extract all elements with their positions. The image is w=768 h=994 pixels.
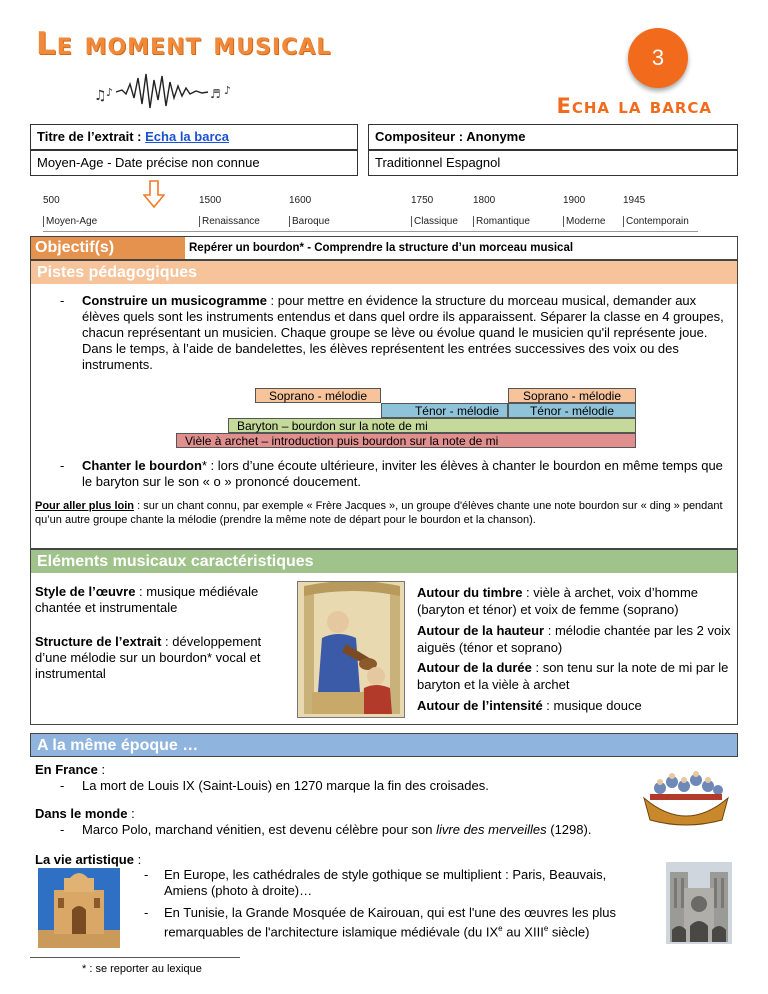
epoque-monde-text	[82, 822, 642, 838]
element-text: : développement d’une mélodie sur un bourdon* vocal et instrumental	[35, 634, 262, 681]
further-activity-text: : sur un chant connu, par exemple « Frère Jacques », un groupe d'élèves chante une note bourdon sur « ding » pendant qu’un autre groupe chante la mélodie (prendre la même note de départ pour le bourdon et la chanson).	[35, 500, 723, 526]
timeline-era: Classique	[411, 216, 458, 227]
timeline-year: 1900	[563, 195, 586, 206]
epoque-text: En Tunisie, la Grande Mosquée de Kairouan, qui est l'une des œuvres les plus remarquables de l'architecture islamique médiévale (du IX	[164, 905, 616, 940]
objective-text: Repérer un bourdon* - Comprendre la structure d’un morceau musical	[185, 236, 738, 260]
epoque-label: En France	[35, 762, 98, 777]
svg-text:♬: ♬	[210, 87, 221, 101]
epoque-label: La vie artistique	[35, 852, 134, 867]
epoque-text: siècle)	[548, 924, 590, 940]
epoque-monde-label: Dans le monde :	[35, 806, 135, 821]
svg-text:♪: ♪	[106, 86, 114, 99]
musicogram-vielle-bar: Vièle à archet – introduction puis bourdon sur la note de mi	[176, 433, 636, 448]
timeline-year: 1750	[411, 195, 434, 206]
element-label: Autour de la durée	[417, 660, 532, 675]
element-text: : mélodie chantée par les 2 voix aiguës (ténor et soprano)	[417, 623, 731, 655]
epoque-art-item-kairouan	[164, 905, 654, 940]
element-text: : musique douce	[542, 698, 642, 713]
element-label: Style de l’œuvre	[35, 584, 136, 599]
timeline-year: 500	[43, 195, 60, 206]
lesson-number-badge: 3	[628, 28, 688, 88]
element-timbre	[417, 584, 732, 618]
element-text: : son tenu sur la note de mi par le baryton et la vièle à archet	[417, 660, 729, 692]
element-hauteur	[417, 622, 732, 656]
element-style	[35, 584, 285, 616]
piste-item-text: : pour mettre en évidence la structure du morceau musical, demander aux élèves quels sont les instruments entendus et dans quel ordre ils apparaissent. Séparer la classe en 4 groupes, chacun représentant un musicien. Chaque groupe se lève ou évolue quand le musicien qu'il représente joue. Dans le temps, à l’aide de bandelettes, les élèves représentent les entrées successives des voix ou des instruments.	[82, 293, 724, 372]
music-waveform-logo	[92, 70, 242, 112]
further-activity	[35, 499, 733, 527]
svg-text:♪: ♪	[224, 84, 232, 97]
timeline-year: 1600	[289, 195, 312, 206]
section-header-pistes: Pistes pédagogiques	[30, 260, 738, 284]
composer-box: Compositeur : Anonyme	[368, 124, 738, 150]
piece-title: Echa la barca	[556, 94, 712, 118]
timeline-era: Moyen-Age	[43, 216, 97, 227]
bullet-dash: -	[60, 458, 65, 473]
timeline-era: Renaissance	[199, 216, 260, 227]
element-label: Autour du timbre	[417, 585, 523, 600]
epoque-sup: e	[498, 924, 503, 933]
element-label: Structure de l’extrait	[35, 634, 162, 649]
timeline-era: Romantique	[473, 216, 530, 227]
arrow-down-icon	[143, 180, 165, 208]
kairouan-mosque-photo	[38, 868, 120, 948]
timeline-era: Moderne	[563, 216, 605, 227]
extract-title-link[interactable]: Echa la barca	[145, 129, 229, 144]
main-title: Le moment musical	[36, 26, 332, 62]
bullet-dash: -	[60, 778, 65, 793]
epoque-france-label: En France :	[35, 762, 106, 777]
svg-text:♫: ♫	[94, 88, 107, 104]
epoque-text: au XIII	[502, 924, 544, 940]
element-label: Autour de l’intensité	[417, 698, 543, 713]
timeline-era: Contemporain	[623, 216, 689, 227]
objective-label: Objectif(s)	[30, 236, 185, 260]
section-header-elements: Eléments musicaux caractéristiques	[30, 549, 738, 573]
musicogram-soprano-bar-2: Soprano - mélodie	[508, 388, 636, 403]
mosque-icon	[38, 868, 120, 948]
timeline-era: Baroque	[289, 216, 330, 227]
bullet-dash: -	[144, 905, 149, 920]
musicogram-tenor-bar-1: Ténor - mélodie	[381, 403, 508, 418]
piste-item-title: Chanter le bourdon	[82, 458, 202, 473]
element-structure	[35, 634, 290, 682]
element-duree	[417, 659, 732, 693]
extract-title-box	[30, 124, 358, 150]
bullet-dash: -	[60, 293, 65, 308]
timeline-axis	[43, 231, 698, 232]
piste-item-text: * : lors d’une écoute ultérieure, inviter les élèves à chanter le bourdon en même temps que le baryton sur le son « o » prononcé doucement.	[82, 458, 723, 489]
cathedral-icon	[666, 862, 732, 944]
element-text: : vièle à archet, voix d’homme (baryton et ténor) et voix de femme (soprano)	[417, 585, 699, 617]
extract-title-label: Titre de l’extrait :	[37, 129, 142, 144]
musicogram-soprano-bar-1: Soprano - mélodie	[255, 388, 381, 403]
timeline-year: 1945	[623, 195, 646, 206]
musicogram-tenor-bar-2: Ténor - mélodie	[508, 403, 636, 418]
piste-item-bourdon	[82, 458, 732, 490]
element-text: : musique médiévale chantée et instrumentale	[35, 584, 259, 615]
footnote-divider	[30, 957, 240, 958]
epoque-text-italic: livre des merveilles	[436, 822, 547, 837]
bullet-dash: -	[144, 867, 149, 882]
amiens-cathedral-photo	[666, 862, 732, 944]
footnote: * : se reporter au lexique	[82, 963, 202, 975]
epoque-sup: e	[543, 924, 549, 933]
element-intensite	[417, 697, 732, 714]
epoque-text: Marco Polo, marchand vénitien, est devenu célèbre pour son	[82, 822, 437, 837]
ship-icon	[640, 760, 732, 828]
element-label: Autour de la hauteur	[417, 623, 545, 638]
medieval-musician-illustration	[297, 581, 405, 718]
piste-item-title: Construire un musicogramme	[82, 293, 267, 308]
epoque-art-item-cathedrales: En Europe, les cathédrales de style gothique se multiplient : Paris, Beauvais, Amiens (photo à droite)…	[164, 867, 607, 898]
origin-box: Traditionnel Espagnol	[368, 150, 738, 176]
musicogram-baryton-bar: Baryton – bourdon sur la note de mi	[228, 418, 636, 433]
timeline-year: 1800	[473, 195, 496, 206]
history-timeline	[43, 195, 703, 235]
medieval-musician-icon	[298, 582, 405, 718]
epoque-label: Dans le monde	[35, 806, 128, 821]
epoque-vie-label: La vie artistique :	[35, 852, 142, 867]
crusade-ship-illustration	[640, 760, 732, 828]
piste-item-musicogramme	[82, 293, 732, 373]
period-box: Moyen-Age - Date précise non connue	[30, 150, 358, 176]
epoque-text: (1298).	[546, 822, 592, 837]
bullet-dash: -	[60, 822, 65, 837]
section-header-epoque: A la même époque …	[30, 733, 738, 757]
timeline-year: 1500	[199, 195, 222, 206]
further-activity-label: Pour aller plus loin	[35, 500, 135, 512]
epoque-france-text: La mort de Louis IX (Saint-Louis) en 1270 marque la fin des croisades.	[82, 778, 489, 793]
